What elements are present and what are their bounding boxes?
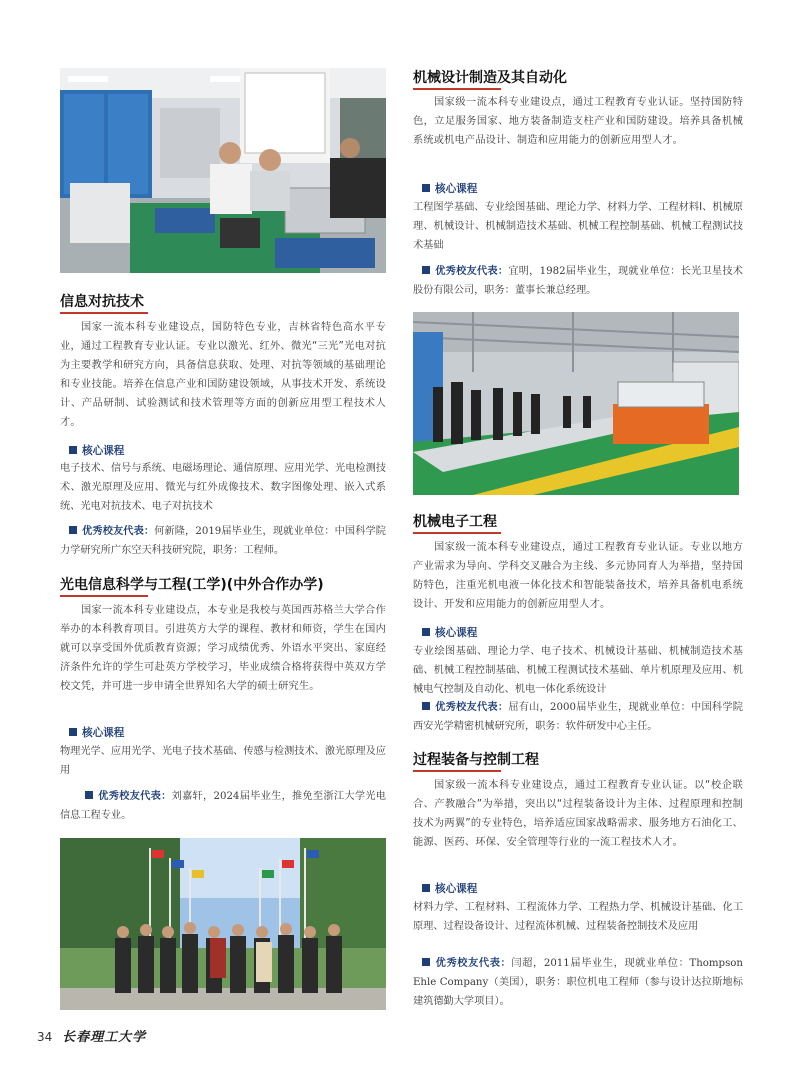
core-courses-jixie: 工程图学基础、专业绘图基础、理论力学、材料力学、工程材料Ⅰ、机械原理、机械设计、机械制造技术基础、机械工程控制基础、机械工程测试技术基础 [413,202,743,251]
core-heading-label: 核心课程 [435,883,478,895]
square-bullet-icon [422,184,430,192]
section-intro-xinxi [60,318,386,432]
alumni-label: 优秀校友代表： [98,791,172,802]
intro-text-jidian: 国家级一流本科专业建设点，通过工程教育专业认证。专业以地方产业需求为导向、学科交叉融合为主线、多元协同育人为举措，坚持国防特色，注重光机电液一体化技术和智能装备技术，培养具备机电系统设计、开发和应用能力的创新应用型人才。 [413,542,743,610]
alumni-label: 优秀校友代表： [82,526,155,537]
section-title-guangdian: 光电信息科学与工程(工学)(中外合作办学) [60,577,324,593]
core-courses-xinxi: 电子技术、信号与系统、电磁场理论、通信原理、应用光学、光电检测技术、激光原理及应用、微光与红外成像技术、数字图像处理、嵌入式系统、光电对抗技术、电子对抗技术 [60,463,386,512]
core-heading-guocheng [422,881,477,896]
core-heading-jixie [422,181,477,196]
intro-text-xinxi: 国家一流本科专业建设点，国防特色专业，吉林省特色高水平专业，通过工程教育专业认证。专业以激光、红外、微光“三光”光电对抗为主要教学和研究方向，具备信息获取、处理、对抗等领域的基础理论和专业技能。培养在信息产业和国防建设领域，从事技术开发、系统设计、产品研制、试验测试和技术管理等方面的创新应用型工程技术人才。 [60,322,386,428]
core-heading-jidian [422,625,477,640]
section-rule-guangdian [60,595,148,597]
section-title-jidian: 机械电子工程 [413,514,497,530]
section-intro-guangdian [60,601,386,696]
alumni-text-xinxi: 何新隆，2019届毕业生，现就业单位：中国科学院力学研究所广东空天科技研究院，职务：工程师。 [60,526,386,556]
alumni-label: 优秀校友代表： [435,958,512,969]
square-bullet-icon [69,728,77,736]
page-number: 34 [37,1030,53,1044]
core-courses-guocheng: 材料力学、工程材料、工程流体力学、工程热力学、机械设计基础、化工原理、过程设备设计、过程流体机械、过程装备控制技术及应用 [413,902,743,932]
core-courses-jidian: 专业绘图基础、理论力学、电子技术、机械设计基础、机械制造技术基础、机械工程控制基础、机械工程测试技术基础、单片机原理及应用、机械电气控制及自动化、机电一体化系统设计 [413,646,743,695]
alumni-guangdian [60,787,386,825]
lab-photo [60,68,386,273]
square-bullet-icon [422,702,430,710]
square-bullet-icon [69,446,77,454]
section-intro-jidian [413,538,743,614]
core-heading-xinxi [69,443,124,458]
section-rule-xinxi [60,312,148,314]
alumni-jidian [413,698,743,736]
square-bullet-icon [85,791,93,799]
core-heading-label: 核心课程 [435,627,478,639]
group-flags-photo [60,838,386,1010]
university-logo: 长春理工大学 [62,1030,147,1045]
section-title-xinxi: 信息对抗技术 [60,294,144,310]
alumni-text-jidian: 屈有山，2000届毕业生，现就业单位：中国科学院西安光学精密机械研究所，职务：软件研发中心主任。 [413,702,743,732]
core-heading-label: 核心课程 [435,183,478,195]
alumni-text-guangdian: 刘嘉轩，2024届毕业生，推免至浙江大学光电信息工程专业。 [60,791,386,821]
intro-text-guangdian: 国家一流本科专业建设点，本专业是我校与英国西苏格兰大学合作举办的本科教育项目。引进英方大学的课程、教材和师资，学生在国内就可以享受国外优质教育资源；学习成绩优秀、外语水平突出、家庭经济条件允许的学生可赴英方学校学习，毕业成绩合格将获得中英双方学校文凭，并可进一步申请全世界知名大学的硕士研究生。 [60,605,386,692]
factory-photo [413,312,739,495]
alumni-label: 优秀校友代表： [435,266,509,277]
core-heading-label: 核心课程 [82,727,125,739]
section-rule-guocheng [413,770,501,772]
square-bullet-icon [422,884,430,892]
square-bullet-icon [69,526,77,534]
section-intro-guocheng [413,776,743,852]
section-rule-jidian [413,532,501,534]
core-courses-guangdian: 物理光学、应用光学、光电子技术基础、传感与检测技术、激光原理及应用 [60,746,386,776]
alumni-guocheng [413,954,743,1011]
core-heading-guangdian [69,725,124,740]
square-bullet-icon [422,958,430,966]
page-footer [37,1026,146,1045]
alumni-text-jixie: 宜明，1982届毕业生，现就业单位：长光卫星技术股份有限公司，职务：董事长兼总经理。 [413,266,743,296]
alumni-text-guocheng: 闫超，2011届毕业生，现就业单位：Thompson Ehle Company（美国），职务：职位机电工程师（参与设计达拉斯地标建筑德勤大学项目）。 [413,958,743,1007]
alumni-jixie [413,262,743,300]
intro-text-jixie: 国家级一流本科专业建设点，通过工程教育专业认证。坚持国防特色，立足服务国家、地方装备制造支柱产业和国防建设。培养具备机械系统或机电产品设计、制造和应用能力的创新应用型人才。 [413,97,743,146]
intro-text-guocheng: 国家级一流本科专业建设点，通过工程教育专业认证。以“校企联合、产教融合”为举措，突出以“过程装备设计为主体、过程原理和控制技术为两翼”的专业特色，培养适应国家战略需求、服务地方石油化工、能源、医药、环保、安全管理等行业的一流工程技术人才。 [413,780,743,848]
section-title-jixie: 机械设计制造及其自动化 [413,70,567,86]
section-intro-jixie [413,93,743,150]
section-title-guocheng: 过程装备与控制工程 [413,752,539,768]
alumni-xinxi [60,522,386,560]
square-bullet-icon [422,628,430,636]
core-heading-label: 核心课程 [82,445,125,457]
section-rule-jixie [413,88,501,90]
square-bullet-icon [422,266,430,274]
alumni-label: 优秀校友代表： [435,702,509,713]
